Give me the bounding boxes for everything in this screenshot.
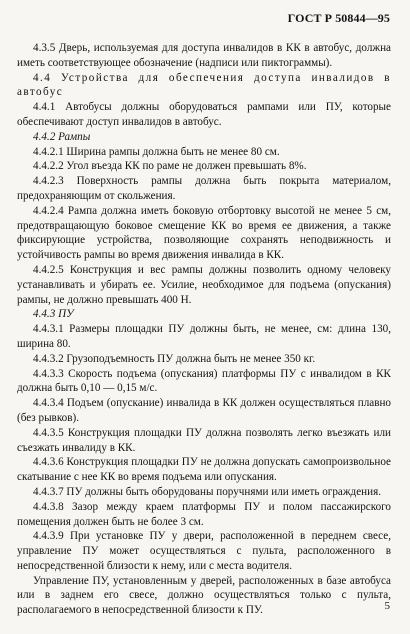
paragraph-4-4-3-4: 4.4.3.4 Подъем (опускание) инвалида в КК должен осуществляться плавно (без рывков). (17, 397, 391, 424)
paragraph-4-4-2-4: 4.4.2.4 Рампа должна иметь боковую отбортовку высотой не менее 5 см, предотвращающую боковое смещение КК во время ее движения, а также фиксирующие устройства, позволяющие сохранять неподвижность и устойчивость рампы во время движения инвалида в КК. (17, 204, 391, 262)
standard-header: ГОСТ Р 50844—95 (287, 11, 390, 25)
paragraph-4-4-3-5: 4.4.3.5 Конструкция площадки ПУ должна позволять легко въезжать или съезжать инвалиду в КК. (17, 426, 391, 454)
paragraph-4-4-2-2: 4.4.2.2 Угол въезда КК по раме не должен превышать 8%. (33, 160, 307, 173)
paragraph-4-4-3-1: 4.4.3.1 Размеры площадки ПУ должны быть, не менее, см: длина 130, ширина 80. (17, 323, 391, 350)
section-heading-4-4: 4.4 Устройства для обеспечения доступа инвалидов в автобус (17, 71, 391, 99)
paragraph-4-4-3-9: 4.4.3.9 При установке ПУ у двери, расположенной в переднем свесе, управление ПУ может осуществляться с пульта, расположенного в непосредственной близости к нему, или с места водителя. (17, 530, 391, 572)
document-content (17, 41, 391, 618)
paragraph-4-4-1: 4.4.1 Автобусы должны оборудоваться рампами или ПУ, которые обеспечивают доступ инвалидов в автобус. (17, 101, 391, 128)
paragraph-4-4-3-7: 4.4.3.7 ПУ должны быть оборудованы поручнями или иметь ограждения. (33, 485, 382, 498)
page-number: 5 (384, 600, 390, 612)
subheading-ramps: 4.4.2 Рампы (33, 130, 91, 143)
paragraph-4-4-2-3: 4.4.2.3 Поверхность рампы должна быть покрыта материалом, предохраняющим от скольжения. (17, 175, 391, 202)
paragraph-4-4-3-2: 4.4.3.2 Грузоподъемность ПУ должна быть не менее 350 кг. (33, 352, 316, 365)
paragraph-4-4-3-8: 4.4.3.8 Зазор между краем платформы ПУ и полом пассажирского помещения должен быть не более 3 см. (17, 500, 391, 528)
paragraph-4-4-2-5: 4.4.2.5 Конструкция и вес рампы должны позволить одному человеку устанавливать и убирать ее. Усилие, необходимое для подъема (опускания) рампы, не должно превышать 400 Н. (17, 263, 391, 306)
paragraph-4-4-3-3: 4.4.3.3 Скорость подъема (опускания) платформы ПУ с инвалидом в КК должна быть 0,10 — 0,15 м/с. (17, 367, 391, 395)
paragraph-4-4-3-6: 4.4.3.6 Конструкция площадки ПУ не должна допускать самопроизвольное скатывание с нее КК во время подъема или опускания. (17, 456, 391, 484)
paragraph-4-4-2-1: 4.4.2.1 Ширина рампы должна быть не менее 80 см. (33, 145, 280, 158)
subheading-lifting-device: 4.4.3 ПУ (33, 308, 74, 321)
paragraph-4-3-5: 4.3.5 Дверь, используемая для доступа инвалидов в КК в автобус, должна иметь соответствующее обозначение (надписи или пиктограммы). (17, 42, 391, 69)
paragraph-control-location: Управление ПУ, установленным у дверей, расположенных в базе автобуса или в заднем его свесе, должно осуществляться только с пульта, располагаемого в непосредственной близости к ПУ. (17, 574, 391, 617)
